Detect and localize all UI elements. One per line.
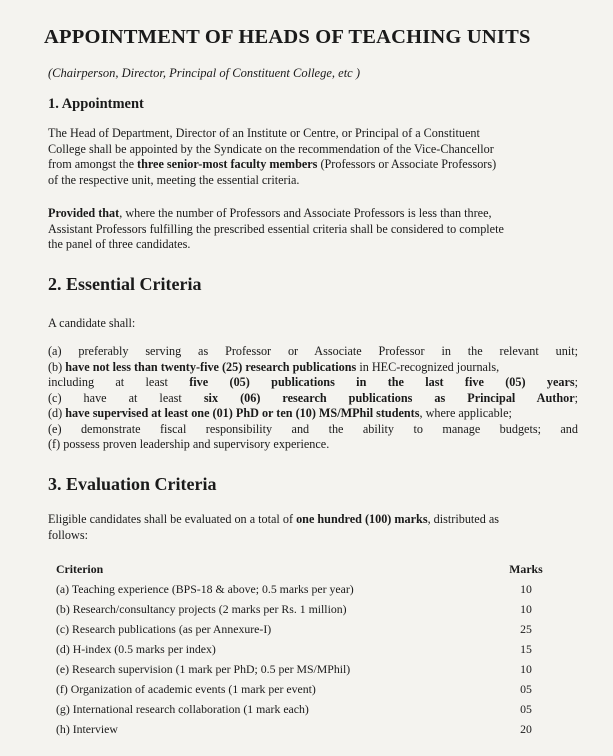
bold-text: three senior-most faculty members [137, 157, 318, 171]
table-row [56, 702, 546, 722]
list-item: (b) have not less than twenty-five (25) research publications in HEC-recognized journals, [48, 359, 500, 374]
marks-cell: 10 [520, 582, 532, 596]
criterion-column-header: Criterion [56, 562, 104, 576]
criterion-cell: (f) Organization of academic events (1 mark per event) [56, 682, 316, 696]
marks-cell: 25 [520, 622, 532, 636]
paragraph-line: Assistant Professors fulfilling the prescribed essential criteria shall be considered to complete [48, 221, 504, 236]
essential-criteria-list [48, 344, 578, 453]
paragraph-line: from amongst the three senior-most faculty members (Professors or Associate Professors) [48, 157, 497, 171]
criterion-cell: (g) International research collaboration (1 mark each) [56, 702, 309, 716]
section-heading-essential-criteria: 2. Essential Criteria [48, 274, 202, 294]
essential-intro: A candidate shall: [48, 316, 136, 330]
criterion-cell: (e) Research supervision (1 mark per PhD; 0.5 per MS/MPhil) [56, 662, 351, 676]
section-heading-evaluation-criteria: 3. Evaluation Criteria [48, 474, 217, 494]
document-title: APPOINTMENT OF HEADS OF TEACHING UNITS [44, 26, 531, 48]
list-item: (f) possess proven leadership and supervisory experience. [48, 437, 330, 451]
bold-text: Provided that [48, 206, 120, 220]
marks-cell: 20 [520, 722, 532, 736]
proviso-paragraph [48, 206, 578, 253]
criterion-cell: (c) Research publications (as per Annexure-I) [56, 622, 272, 636]
criterion-cell: (d) H-index (0.5 marks per index) [56, 642, 216, 656]
paragraph-line: follows: [48, 527, 88, 542]
table-row [56, 722, 546, 742]
list-item: (a) preferably serving as Professor or Associate Professor in the relevant unit; [48, 344, 578, 358]
marks-cell: 05 [520, 702, 532, 716]
criterion-cell: (h) Interview [56, 722, 118, 736]
table-body [56, 582, 546, 742]
bold-text: five (05) publications in the last five (05) years [189, 375, 575, 389]
paragraph-line: College shall be appointed by the Syndicate on the recommendation of the Vice-Chancellor [48, 141, 494, 156]
marks-cell: 10 [520, 662, 532, 676]
paragraph-line: of the respective unit, meeting the essential criteria. [48, 172, 300, 187]
paragraph-line: The Head of Department, Director of an Institute or Centre, or Principal of a Constituent [48, 126, 480, 140]
table-row [56, 582, 546, 602]
list-item: (c) have at least six (06) research publications as Principal Author; [48, 390, 578, 405]
bold-text: have not less than twenty-five (25) research publications [65, 359, 357, 374]
bold-text: have supervised at least one (01) PhD or ten (10) MS/MPhil students [65, 406, 420, 420]
paragraph-line: Provided that, where the number of Professors and Associate Professors is less than three, [48, 206, 492, 220]
evaluation-intro [48, 512, 578, 543]
table-header [56, 562, 546, 582]
criterion-cell: (a) Teaching experience (BPS-18 & above; 0.5 marks per year) [56, 582, 354, 596]
marks-column-header: Marks [509, 562, 543, 576]
table-row [56, 682, 546, 702]
criterion-cell: (b) Research/consultancy projects (2 marks per Rs. 1 million) [56, 602, 347, 616]
list-item: including at least five (05) publications in the last five (05) years; [48, 375, 578, 389]
section-heading-appointment: 1. Appointment [48, 96, 144, 112]
table-row [56, 642, 546, 662]
table-row [56, 602, 546, 622]
list-item: (d) have supervised at least one (01) PhD or ten (10) MS/MPhil students, where applicable; [48, 406, 512, 420]
appointment-paragraph [48, 126, 578, 188]
marks-cell: 10 [520, 602, 532, 616]
marks-cell: 05 [520, 682, 532, 696]
evaluation-criteria-table [56, 562, 546, 742]
document-subtitle: (Chairperson, Director, Principal of Constituent College, etc ) [48, 66, 361, 80]
paragraph-line: the panel of three candidates. [48, 237, 191, 251]
bold-text: one hundred (100) marks [296, 512, 428, 526]
paragraph-line: Eligible candidates shall be evaluated on a total of one hundred (100) marks, distributed as [48, 512, 500, 526]
table-row [56, 662, 546, 682]
list-item: (e) demonstrate fiscal responsibility and the ability to manage budgets; and [48, 421, 578, 436]
table-row [56, 622, 546, 642]
marks-cell: 15 [520, 642, 532, 656]
bold-text: six (06) research publications as Principal Author [203, 390, 575, 405]
